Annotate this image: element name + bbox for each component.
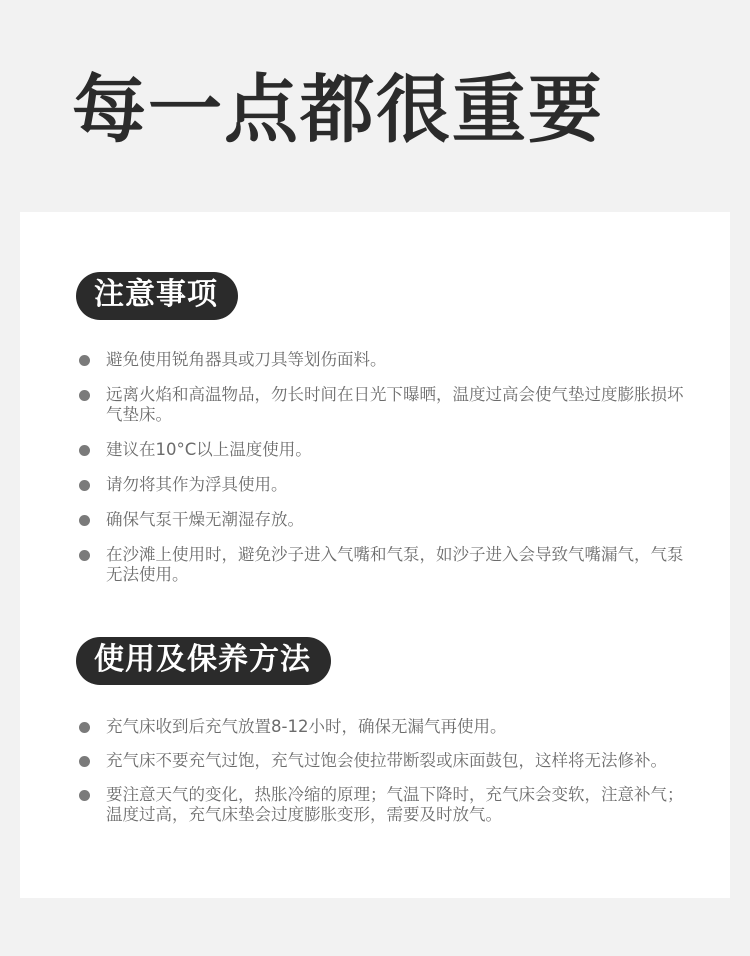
precautions-section bbox=[76, 272, 686, 600]
list-item-text: 远离火焰和高温物品，勿长时间在日光下曝晒，温度过高会使气垫过度膨胀损坏气垫床。 bbox=[106, 385, 684, 424]
section-title-usage: 使用及保养方法 bbox=[76, 637, 331, 685]
usage-list bbox=[76, 717, 686, 825]
list-item bbox=[76, 751, 686, 771]
bullet-dot-icon bbox=[79, 515, 90, 526]
list-item bbox=[76, 350, 686, 370]
list-item bbox=[76, 785, 686, 825]
list-item-text: 建议在10°C以上温度使用。 bbox=[106, 440, 312, 459]
list-item bbox=[76, 717, 686, 737]
bullet-dot-icon bbox=[79, 480, 90, 491]
bullet-dot-icon bbox=[79, 390, 90, 401]
list-item bbox=[76, 510, 686, 530]
bullet-dot-icon bbox=[79, 722, 90, 733]
precautions-list bbox=[76, 350, 686, 585]
section-title-precautions: 注意事项 bbox=[76, 272, 238, 320]
bullet-dot-icon bbox=[79, 355, 90, 366]
bullet-dot-icon bbox=[79, 445, 90, 456]
bullet-dot-icon bbox=[79, 756, 90, 767]
bullet-dot-icon bbox=[79, 790, 90, 801]
list-item-text: 确保气泵干燥无潮湿存放。 bbox=[106, 510, 304, 529]
usage-maintenance-section bbox=[76, 637, 686, 839]
list-item bbox=[76, 475, 686, 495]
list-item-text: 充气床收到后充气放置8-12小时，确保无漏气再使用。 bbox=[106, 717, 507, 736]
list-item-text: 充气床不要充气过饱，充气过饱会使拉带断裂或床面鼓包，这样将无法修补。 bbox=[106, 751, 667, 770]
bullet-dot-icon bbox=[79, 550, 90, 561]
list-item bbox=[76, 385, 686, 425]
list-item-text: 在沙滩上使用时，避免沙子进入气嘴和气泵，如沙子进入会导致气嘴漏气，气泵无法使用。 bbox=[106, 545, 684, 584]
content-card bbox=[20, 212, 730, 898]
list-item-text: 避免使用锐角器具或刀具等划伤面料。 bbox=[106, 350, 387, 369]
list-item bbox=[76, 545, 686, 585]
page-title: 每一点都很重要 bbox=[72, 67, 604, 153]
list-item-text: 要注意天气的变化，热胀冷缩的原理；气温下降时，充气床会变软，注意补气；温度过高，充气床垫会过度膨胀变形，需要及时放气。 bbox=[106, 785, 684, 824]
list-item bbox=[76, 440, 686, 460]
list-item-text: 请勿将其作为浮具使用。 bbox=[106, 475, 288, 494]
